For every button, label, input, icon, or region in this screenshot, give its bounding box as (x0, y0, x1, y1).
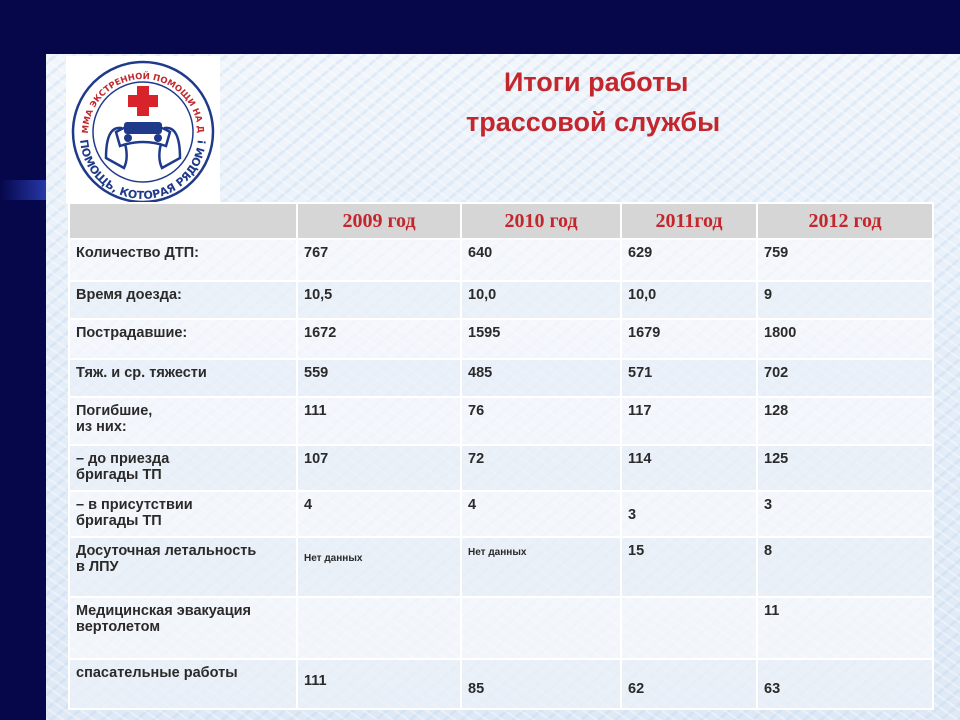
cell-value: 767 (297, 239, 461, 281)
column-header-2011: 2011год (621, 203, 757, 239)
row-label (69, 597, 297, 659)
cell-value: 125 (757, 445, 933, 491)
cell-value: 10,0 (461, 281, 621, 319)
row-label-line-2: бригады ТП (76, 467, 162, 483)
cell-value: 4 (461, 491, 621, 537)
row-label-line-1: Медицинская эвакуация (76, 603, 251, 619)
results-table (68, 202, 934, 710)
table-row (69, 359, 933, 397)
row-label-line-1: Досуточная летальность (76, 543, 257, 559)
cell-value: 759 (757, 239, 933, 281)
column-header-blank (69, 203, 297, 239)
cell-value: 15 (621, 537, 757, 597)
no-data-text: Нет данных (304, 553, 363, 564)
cell-value: 1800 (757, 319, 933, 359)
row-label-line-2: вертолетом (76, 619, 161, 635)
cell-value: 629 (621, 239, 757, 281)
table-row (69, 445, 933, 491)
row-label-line-1: Погибшие, (76, 403, 153, 419)
row-label: Тяж. и ср. тяжести (69, 359, 297, 397)
cell-value: 10,5 (297, 281, 461, 319)
cell-value: 4 (297, 491, 461, 537)
logo (66, 56, 220, 204)
cell-value: 485 (461, 359, 621, 397)
cell-value: 1672 (297, 319, 461, 359)
page-title (426, 62, 846, 142)
cell-value: 107 (297, 445, 461, 491)
table-row (69, 597, 933, 659)
cell-value (461, 597, 621, 659)
row-label (69, 397, 297, 445)
table-row (69, 537, 933, 597)
cell-value (297, 597, 461, 659)
cell-value: 559 (297, 359, 461, 397)
table-row (69, 281, 933, 319)
cell-value: 111 (297, 397, 461, 445)
cell-value-text: 3 (628, 507, 637, 523)
table-header-row (69, 203, 933, 239)
cell-value: 9 (757, 281, 933, 319)
cell-value (621, 491, 757, 537)
row-label: Пострадавшие: (69, 319, 297, 359)
table-row (69, 239, 933, 281)
no-data-text: Нет данных (468, 547, 527, 558)
cell-value: 1595 (461, 319, 621, 359)
table-row (69, 659, 933, 709)
cell-value (757, 659, 933, 709)
column-header-2009: 2009 год (297, 203, 461, 239)
cell-value: 10,0 (621, 281, 757, 319)
cell-value: 640 (461, 239, 621, 281)
row-label: Количество ДТП: (69, 239, 297, 281)
cell-value-text: 62 (628, 681, 645, 697)
cell-value (621, 659, 757, 709)
row-label (69, 537, 297, 597)
cell-value: 3 (757, 491, 933, 537)
row-label (69, 491, 297, 537)
cell-value: 128 (757, 397, 933, 445)
row-label-line-2: из них: (76, 419, 127, 435)
cell-value: 72 (461, 445, 621, 491)
table-row (69, 491, 933, 537)
logo-emblem (66, 56, 220, 204)
cell-value: 702 (757, 359, 933, 397)
row-label-line-1: – до приезда (76, 451, 170, 467)
cell-value-text: 85 (468, 681, 485, 697)
frame-accent (0, 180, 46, 200)
row-label-line-2: в ЛПУ (76, 559, 119, 575)
cell-value: 571 (621, 359, 757, 397)
column-header-2010: 2010 год (461, 203, 621, 239)
table-row (69, 319, 933, 359)
cell-value: 1679 (621, 319, 757, 359)
cell-value: 76 (461, 397, 621, 445)
cell-value: 114 (621, 445, 757, 491)
cell-value: 117 (621, 397, 757, 445)
cell-value (621, 597, 757, 659)
cell-value (461, 537, 621, 597)
cell-value (461, 659, 621, 709)
title-line-1: Итоги работы (504, 67, 689, 97)
column-header-2012: 2012 год (757, 203, 933, 239)
svg-text:ПОМОЩЬ, КОТОРАЯ РЯДОМ !: ПОМОЩЬ, КОТОРАЯ РЯДОМ ! (76, 138, 209, 203)
cell-value (297, 537, 461, 597)
row-label-line-1: – в присутствии (76, 497, 193, 513)
slide (46, 54, 960, 720)
cell-value-text: 111 (304, 673, 327, 689)
row-label-line-2: бригады ТП (76, 513, 162, 529)
svg-text:ПРОГРАММА ЭКСТРЕННОЙ ПОМОЩИ НА: ММА ЭКСТРЕННОЙ ПОМОЩИ НА Д (80, 71, 206, 134)
row-label: спасательные работы (69, 659, 297, 709)
row-label (69, 445, 297, 491)
cell-value (297, 659, 461, 709)
title-line-2: трассовой службы (466, 107, 721, 137)
cell-value-text: 63 (764, 681, 781, 697)
cell-value: 11 (757, 597, 933, 659)
row-label: Время доезда: (69, 281, 297, 319)
table-row (69, 397, 933, 445)
cell-value: 8 (757, 537, 933, 597)
